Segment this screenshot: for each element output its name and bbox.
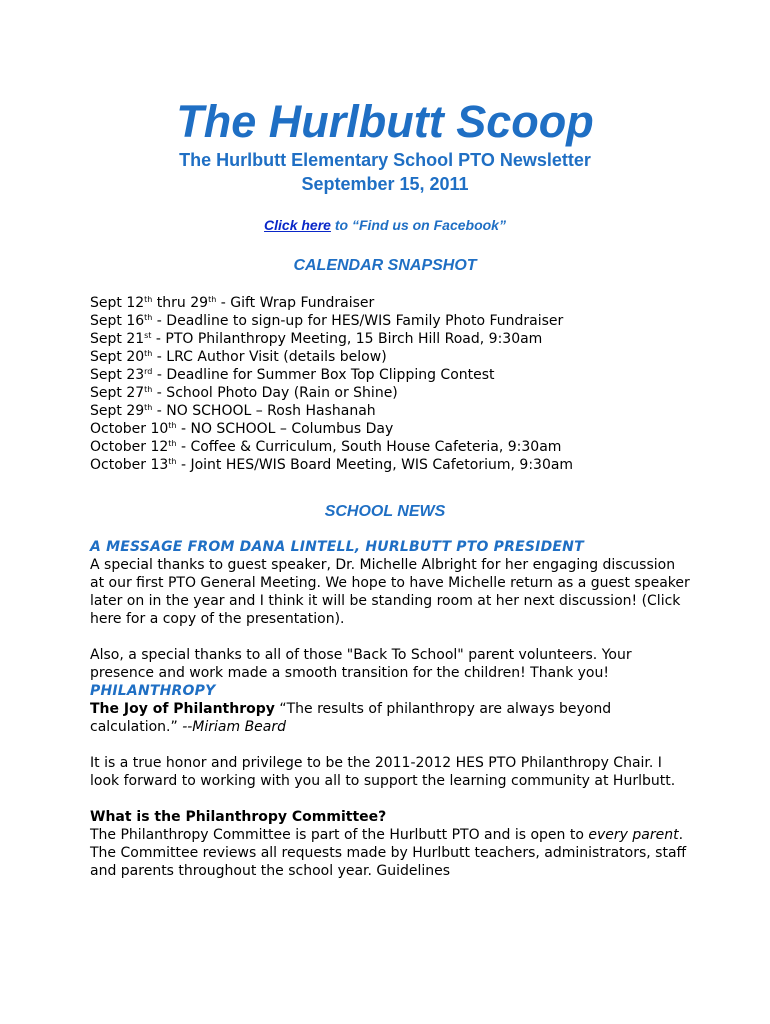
calendar-event: - Deadline for Summer Box Top Clipping Contest [152, 367, 495, 383]
committee-heading: What is the Philanthropy Committee? [90, 809, 387, 825]
calendar-date-suffix: th [144, 403, 153, 412]
calendar-date: Sept 27 [90, 385, 145, 401]
calendar-event: - Joint HES/WIS Board Meeting, WIS Cafetorium, 9:30am [176, 457, 574, 473]
facebook-text: to “Find us on Facebook” [330, 217, 506, 233]
calendar-date-suffix: th [144, 313, 153, 322]
facebook-link[interactable]: Click here [264, 217, 331, 233]
calendar-event: - NO SCHOOL – Columbus Day [176, 421, 394, 437]
calendar-date-suffix: st [144, 331, 152, 340]
calendar-item [90, 384, 690, 402]
facebook-line [85, 216, 685, 234]
calendar-date: Sept 21 [90, 331, 145, 347]
calendar-date: Sept 23 [90, 367, 145, 383]
calendar-date: October 12 [90, 439, 169, 455]
calendar-item [90, 330, 690, 348]
calendar-date: Sept 29 [90, 403, 145, 419]
calendar-event: - LRC Author Visit (details below) [152, 349, 387, 365]
calendar-date-suffix: th [144, 295, 153, 304]
calendar-date-suffix: th [144, 349, 153, 358]
philanthropy-kicker: PHILANTHROPY [90, 683, 216, 699]
calendar-event: - NO SCHOOL – Rosh Hashanah [152, 403, 376, 419]
calendar-date-suffix: th [208, 295, 217, 304]
committee-text-start: The Philanthropy Committee is part of the Hurlbutt PTO and is open to [90, 827, 589, 843]
calendar-item [90, 420, 690, 438]
newsletter-page [90, 96, 690, 880]
calendar-heading: CALENDAR SNAPSHOT [293, 257, 477, 274]
calendar-date-suffix: th [168, 439, 177, 448]
calendar-date: October 13 [90, 457, 169, 473]
calendar-date-suffix: th [168, 457, 177, 466]
committee-emphasis: every parent [588, 827, 679, 843]
joy-author: --Miriam Beard [182, 719, 287, 735]
calendar-date-suffix: rd [144, 367, 153, 376]
committee-paragraph [90, 826, 690, 880]
calendar-date-range: thru 29 [152, 295, 209, 311]
philanthropy-intro: It is a true honor and privilege to be the 2011-2012 HES PTO Philanthropy Chair. I look forward to working with you all to support the learning community at Hurlbutt. [90, 755, 676, 789]
school-news-heading: SCHOOL NEWS [324, 503, 446, 520]
president-paragraph-2: Also, a special thanks to all of those "Back To School" parent volunteers. Your presence and work made a smooth transition for the children! Thank you! [90, 647, 632, 681]
joy-quote: “The results of philanthropy are always beyond calculation.” [90, 701, 612, 735]
joy-title: The Joy of Philanthropy [90, 701, 275, 717]
calendar-date: Sept 20 [90, 349, 145, 365]
calendar-event: - School Photo Day (Rain or Shine) [152, 385, 398, 401]
calendar-date: October 10 [90, 421, 169, 437]
calendar-event: - Deadline to sign-up for HES/WIS Family Photo Fundraiser [152, 313, 564, 329]
calendar-item [90, 312, 690, 330]
calendar-item [90, 294, 690, 312]
calendar-item [90, 438, 690, 456]
calendar-item [90, 456, 690, 474]
newsletter-subtitle: The Hurlbutt Elementary School PTO Newsletter [179, 150, 591, 170]
calendar-list [90, 294, 690, 474]
joy-of-philanthropy [90, 700, 690, 736]
calendar-item [90, 348, 690, 366]
newsletter-title: The Hurlbutt Scoop [176, 96, 594, 147]
calendar-event: - Gift Wrap Fundraiser [216, 295, 375, 311]
committee-text-end: . The Committee reviews all requests made by Hurlbutt teachers, administrators, staff and parents throughout the school year. Guidelines [90, 827, 687, 879]
calendar-event: - Coffee & Curriculum, South House Cafeteria, 9:30am [176, 439, 562, 455]
calendar-item [90, 366, 690, 384]
calendar-date-suffix: th [144, 385, 153, 394]
calendar-date: Sept 16 [90, 313, 145, 329]
calendar-item [90, 402, 690, 420]
calendar-date: Sept 12 [90, 295, 145, 311]
president-paragraph-1: A special thanks to guest speaker, Dr. Michelle Albright for her engaging discussion at our first PTO General Meeting. We hope to have Michelle return as a guest speaker later on in the year and I think it will be standing room at her next discussion! (Click here for a copy of the presentation). [90, 557, 690, 627]
newsletter-date: September 15, 2011 [301, 174, 469, 194]
president-message-kicker: A MESSAGE FROM DANA LINTELL, HURLBUTT PTO PRESIDENT [90, 539, 584, 555]
calendar-event: - PTO Philanthropy Meeting, 15 Birch Hill Road, 9:30am [151, 331, 543, 347]
calendar-date-suffix: th [168, 421, 177, 430]
